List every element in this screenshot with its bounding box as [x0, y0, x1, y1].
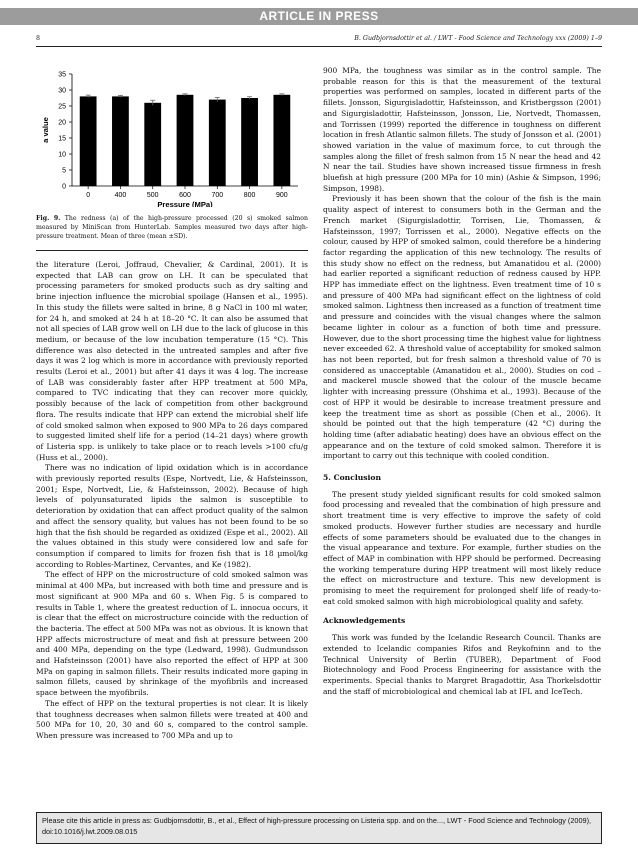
right-column — [323, 66, 601, 697]
bar — [144, 103, 161, 186]
bar — [80, 96, 97, 186]
y-tick-label: 10 — [58, 151, 66, 159]
x-tick-label: 900 — [276, 192, 288, 199]
citation-footer-text: Please cite this article in press as: Gudbjornsdottir, B., et al., Effect of high-pressure processing on Listeria spp. and on the..., LWT - Food Science and Technology (2009), doi:10.1016/j.lwt.2009.08.015 — [42, 816, 592, 836]
caption-label: Fig. 9. — [36, 215, 61, 222]
right-paragraph-1: 900 MPa, the toughness was similar as in the control sample. The probable reason for this is that the measurement of the textural properties was performed on samples, located in different parts of the fillets. Jonsson, Sigurgisladottir, Hafsteinsson, and Kristbergsson (2001) and Sigurgisladottir, Hafsteinsson, Jonsson, Lie, Nortvedt, Thomassen, and Torrissen (1999) reported the difference in toughness on different location in fresh Atlantic salmon fillets. The study of Jonsson et al. (2001) showed variation in the value of maximum force, to cut through the samples along the fillet of fresh salmon from 15 N near the head and 42 N near the tail. Studies have shown increased tissue firmness in fresh bluefish at high pressure (200 MPa for 10 min) (Ashie & Simpson, 1996; Simpson, 1998). — [323, 66, 601, 193]
y-tick-label: 5 — [62, 167, 66, 175]
figure-9 — [36, 62, 308, 207]
acknowledgements-paragraph: This work was funded by the Icelandic Research Council. Thanks are extended to Icelandic companies Rifos and Reykofninn and to the Technical University of Berlin (TUBER), Department of Food Biotechnology and Food Process Engineering for assistance with the experiments. Special thanks to Margret Bragadottir, Asa Thorkelsdottir and the staff of microbiological and chemical lab at IFL and IceTech. — [323, 633, 601, 696]
article-in-press-banner: ARTICLE IN PRESS — [0, 8, 638, 25]
x-tick-label: 800 — [243, 192, 256, 199]
left-paragraph-2: There was no indication of lipid oxidation which is in accordance with previously reported results (Espe, Nortvedt, Lie, & Hafsteinsson, 2001; Espe, Nortvedt, Lie, & Hafsteinsson, 2002). Because of high levels of polyunsaturated lipids the salmon is susceptible to deterioration by oxidation that can affect product quality of the salmon and affect the sensory quality, but values has not been found to be so high that the fish should be regarded as oxidized (Espe et al., 2002). All the values obtained in this study were considered low and safe for consumption if compared to limits for frozen fish that is 18 µmol/kg according to Robles-Martinez, Cervantes, and Ke (1982). — [36, 463, 308, 569]
bar — [241, 98, 258, 186]
conclusion-paragraph: The present study yielded significant results for cold smoked salmon food processing and revealed that the combination of high pressure and short treatment time is very effective to improve the safety of cold smoked products. However further studies are necessary and hurdle effects of some parameters should be evaluated due to the changes in the visual appearance and texture. For example, further studies on the effect of MAP in combination with HPP should be performed. Decreasing the working temperature during HPP treatment will most likely reduce the effect on microstructure and texture. This new development is promising to meet the requirement for prolonged shelf life of ready-to-eat cold smoked salmon with high microbiological quality and safety. — [323, 489, 601, 606]
y-tick-label: 30 — [58, 87, 66, 95]
y-tick-label: 0 — [62, 183, 66, 191]
caption-text: The redness (a) of the high-pressure processed (20 s) smoked salmon measured by MiniScan from HunterLab. Samples measured two days after high-pressure treatment. Mean of three (mean ±SD). — [36, 215, 308, 240]
x-axis-label: Pressure (MPa) — [157, 200, 213, 207]
x-tick-label: 0 — [86, 192, 91, 199]
x-tick-label: 500 — [146, 192, 159, 199]
bar — [273, 95, 290, 186]
page-number: 8 — [36, 35, 41, 42]
acknowledgements-heading: Acknowledgements — [323, 616, 406, 626]
right-paragraph-2: Previously it has been shown that the colour of the fish is the main quality aspect of interest to consumers both in the German and the French market (Sigurgisladottir, Torrisen, Lie, Thomassen, & Hafsteinsson, 1997; Torrissen et al., 2000). Negative effects on the colour, caused by HPP of smoked salmon, could therefore be a hindering factor regarding the application of this new technology. The results of this study show no effect on the redness, but Amanatidou et al. (2000) had earlier reported a significant reduction of redness caused by HPP. HPP has immediate effect on the lightness. Even treatment time of 10 s and pressure of 400 MPa had significant effect on the lightness of cold smoked salmon. Lightness then increased as a function of treatment time and pressure and coincides with the visual changes where the salmon became lighter in colour as a function of both time and pressure. However, due to the short processing time the highest value for lightness never exceeded 62. A threshold value of acceptability for smoked salmon has not been reported, but for fresh salmon a threshold value of 70 is considered as unacceptable (Amanatidou et al., 2000). Studies on cod – and mackerel muscle showed that the colour of the muscle became lighter with increasing pressure (Ohshima et al., 1993). Because of the cost of HPP it would be desirable to increase treatment pressure and keep the treatment time as short as possible (Chen et al., 2006). It should be pointed out that the high temperature (42 °C) during the holding time (after adiabatic heating) does have an obvious effect on the appearance and on the texture of cold smoked salmon. Therefore it is important to carry out this technique with cooled condition. — [323, 194, 601, 461]
y-tick-label: 25 — [58, 103, 66, 111]
figure-rule — [36, 250, 308, 251]
left-paragraph-4: The effect of HPP on the textural properties is not clear. It is likely that toughness decreases when salmon fillets were treated at 400 and 500 MPa for 10, 20, 30 and 60 s, compared to the control sample. When pressure was increased to 700 MPa and up to — [36, 698, 308, 740]
x-tick-label: 700 — [211, 192, 224, 199]
y-tick-label: 15 — [58, 135, 66, 143]
citation-footer — [36, 812, 602, 844]
bar — [209, 100, 226, 186]
y-tick-label: 35 — [58, 71, 66, 79]
redness-bar-chart — [36, 62, 308, 207]
left-paragraph-1: the literature (Leroi, Joffraud, Chevalier, & Cardinal, 2001). It is expected that LAB can grow on LH. It can be speculated that processing parameters for smoked products such as dry salting and brine injection influence the microbial spoilage (Hansen et al., 1995). In this study the fillets were salted in brine, 8 g NaCl in 100 ml water, for 24 h, and smoked at 24 h at 18–20 °C. It can also be assumed that not all species of LAB grow well on LH due to the lack of glucose in this medium, or because of the low incubation temperature (15 °C). This difference was also detected in the untreated samples and after five days it was 2 log which is more in accordance with previously reported results (Leroi et al., 2001) but after 41 days it was 4 log. The increase of LAB was considerably faster after HPP treatment at 500 MPa, compared to TVC indicating that they can recover more quickly, possibly because of the lack of competition from other background flora. The results indicate that HPP can extend the microbial shelf life of cold smoked salmon when exposed to 900 MPa to 26 days compared to suggested limited shelf life for a period (14–21 days) where growth of Listeria spp. is unlikely to take place or to reach levels >100 cfu/g (Huss et al., 2000). — [36, 260, 308, 462]
left-column — [36, 260, 308, 742]
journal-citation: B. Gudbjornsdottir et al. / LWT - Food Science and Technology xxx (2009) 1–9 — [354, 35, 602, 42]
x-tick-label: 600 — [179, 192, 191, 199]
figure-caption — [36, 214, 308, 241]
x-tick-label: 400 — [114, 192, 127, 199]
y-tick-label: 20 — [58, 119, 66, 127]
bar — [177, 95, 194, 186]
left-paragraph-3: The effect of HPP on the microstructure of cold smoked salmon was minimal at 400 MPa, but increased with both time and pressure and is most significant at 900 MPa and 60 s. When Fig. 5 is compared to results in Table 1, where the greatest reduction of L. innocua occurs, it is clear that the effect on microstructure coincide with the reduction of the bacteria. The effect at 500 MPa was not as obvious. It is known that HPP affects microstructure of meat and fish at pressure between 200 and 400 MPa, depending on the type (Ledward, 1998). Gudmundsson and Hafsteinsson (2001) have also reported the effect of HPP at 300 MPa on gaping in salmon fillets. Their results indicated more gaping in salmon fillets, caused by shrinkage of the myofibrils and increased space between the myofibrils. — [36, 570, 308, 698]
conclusion-heading: 5. Conclusion — [323, 473, 381, 483]
header-rule — [36, 46, 602, 47]
y-axis-label: a value — [41, 117, 50, 143]
bar — [112, 96, 129, 186]
